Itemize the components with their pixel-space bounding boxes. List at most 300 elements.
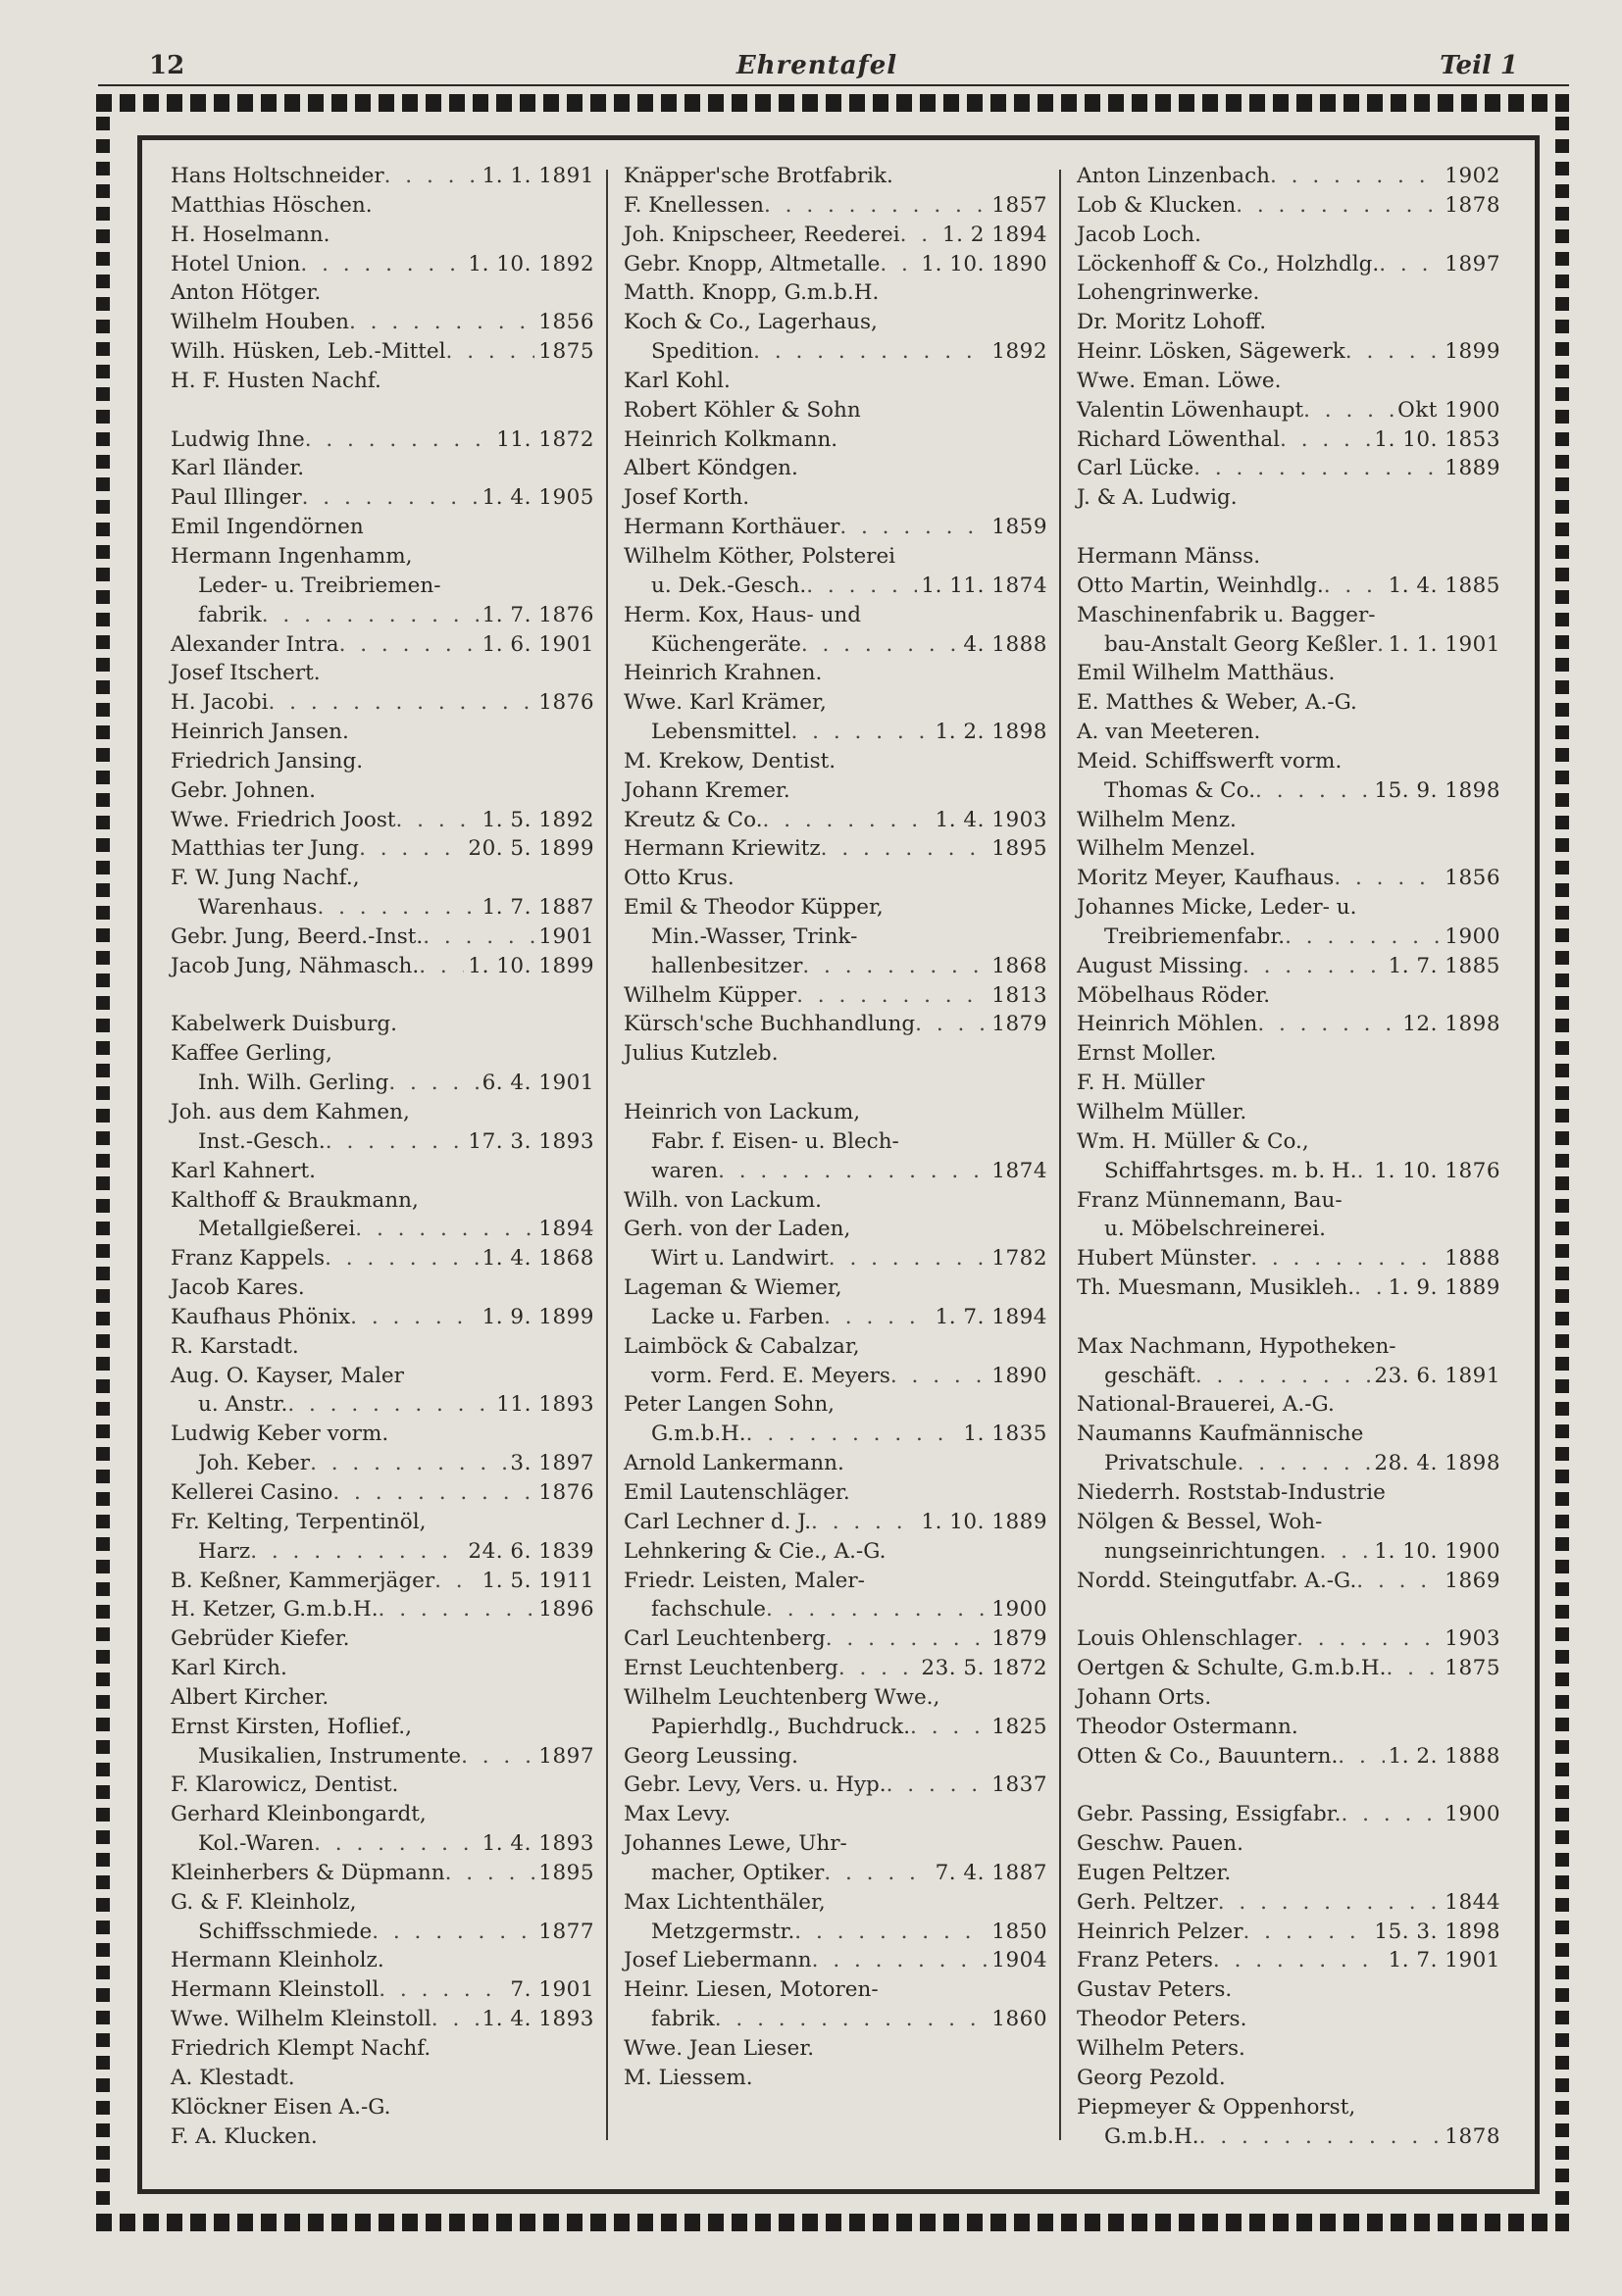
directory-entry [1077,893,1500,952]
entry-date: 1901 [538,923,594,949]
column-divider [606,170,608,2140]
entry-text: Karl Kahnert. [171,1158,316,1183]
entry-text: Lageman & Wiemer, [624,1275,842,1301]
entry-name-line [624,893,1047,923]
entry-date: 1. 10. 1889 [921,1509,1047,1534]
entry-text: M. Krekow, Dentist. [624,748,836,774]
entry-continuation-line [171,572,594,601]
entry-text: Nölgen & Bessel, Woh- [1077,1509,1323,1534]
entry-text: H. Jacobi [171,690,269,716]
entry-name-line [624,981,1047,1011]
dot-leader [326,1127,465,1157]
directory-entry [624,1186,1047,1216]
entry-name-line [624,1449,1047,1478]
entry-text: Löckenhoff & Co., Holzhdlg. [1077,251,1380,276]
directory-entry [624,1946,1047,1975]
directory-entry [624,513,1047,542]
directory-entry [1077,1127,1500,1186]
entry-name-line [1077,308,1500,337]
entry-text: M. Liessem. [624,2065,753,2090]
entry-text: Kleinherbers & Düpmann [171,1860,445,1885]
entry-name-line [171,1683,594,1713]
entry-text: geschäft [1104,1363,1195,1388]
entry-name-line [171,1186,594,1216]
directory-entry [624,1390,1047,1449]
column-2 [624,162,1047,2152]
dot-leader [1236,191,1441,221]
directory-entry [171,630,594,660]
part-label: Teil 1 [1440,51,1518,80]
entry-name-line [1077,981,1500,1011]
entry-text: Gebr. Knopp, Altmetalle [624,251,881,276]
entry-name-line [1077,1186,1500,1216]
entry-name-line [624,162,1047,191]
entry-name-line [171,688,594,718]
entry-date: 6. 4. 1901 [482,1071,594,1096]
entry-date: 1825 [991,1714,1047,1739]
entry-text: Joh. Knipscheer, Reederei [624,222,900,247]
entry-name-line [1077,1829,1500,1859]
entry-date: 1. 1. 1891 [482,164,594,188]
directory-entry [624,1039,1047,1069]
dot-leader [325,1244,479,1273]
entry-text: Wwe. Wilhelm Kleinstoll [171,2007,431,2032]
entry-name-line [1077,688,1500,718]
entry-text: Kreutz & Co. [624,807,763,832]
entry-name-line [1077,1654,1500,1683]
directory-entry [171,1098,594,1157]
dot-leader [880,250,917,279]
entry-name-line [171,308,594,337]
entry-name-line [624,1800,1047,1829]
entry-text: Max Levy. [624,1802,732,1827]
entry-name-line [171,1303,594,1332]
directory-entry [624,1449,1047,1478]
entry-text: Hubert Münster [1077,1246,1251,1272]
entry-text: Metallgießerei [198,1217,356,1242]
entry-text: Lacke u. Farben [651,1304,825,1329]
entry-text: A. van Meeteren. [1077,720,1261,745]
directory-entry [1077,337,1500,367]
dot-leader [355,1215,534,1244]
entry-name-line [1077,1332,1500,1362]
dot-leader [1354,1273,1384,1303]
entry-text: bau-Anstalt Georg Keßler [1104,631,1378,657]
entry-date: 1874 [991,1158,1047,1183]
entry-name-line [624,1888,1047,1918]
entry-text: Heinrich Kolkmann. [624,426,838,452]
entry-name-line [624,513,1047,542]
entry-continuation-line [171,1449,594,1478]
directory-entry [171,718,594,747]
dot-leader [763,806,932,835]
entry-text: Gerh. von der Laden, [624,1217,851,1242]
entry-date: 4. 1888 [963,631,1047,657]
entry-text: Georg Leussing. [624,1743,798,1769]
entry-name-line [171,1098,594,1127]
entry-name-line [1077,1039,1500,1069]
entry-date: 1. 2. 1888 [1388,1743,1500,1769]
entry-date: 1856 [1445,866,1500,891]
dot-leader [419,952,464,981]
entry-date: 1895 [538,1860,594,1885]
dot-leader [900,221,938,250]
entry-date: 1. 7. 1887 [482,895,594,921]
entry-date: 1. 7. 1876 [482,602,594,627]
entry-date: 1899 [1445,339,1500,365]
entry-text: Johannes Lewe, Uhr- [624,1831,847,1857]
entry-text: Matthias ter Jung [171,836,360,862]
dot-leader [1377,630,1385,660]
directory-entry [171,2005,594,2034]
entry-name-line [1077,1859,1500,1888]
directory-entry [1077,1420,1500,1478]
directory-entry [624,191,1047,221]
directory-entry [1077,806,1500,835]
entry-text: Gebr. Passing, Essigfabr. [1077,1802,1342,1827]
directory-entry [1077,278,1500,308]
entry-name-line [1077,893,1500,923]
page-number: 12 [149,51,185,80]
directory-entry [171,1420,594,1478]
entry-name-line [1077,396,1500,425]
directory-entry [1077,1098,1500,1127]
entry-name-line [624,688,1047,718]
entry-name-line [1077,162,1500,191]
directory-entry [1077,1244,1500,1273]
entry-name-line [171,834,594,864]
dot-leader [794,1918,988,1947]
directory-entry [624,396,1047,425]
entry-text: hallenbesitzer [651,953,803,978]
entry-text: Kaufhaus Phönix [171,1304,351,1329]
entry-date: 1878 [1445,2123,1500,2149]
entry-text: Jacob Jung, Nähmasch. [171,953,420,978]
directory-entry [1077,1186,1500,1245]
dot-leader [350,1303,478,1332]
directory-entry [171,1303,594,1332]
entry-text: fachschule [651,1597,767,1622]
dot-leader [372,1918,534,1947]
entry-name-line [624,454,1047,483]
directory-entry [1077,1273,1500,1303]
entry-text: Spedition [651,339,754,365]
entry-continuation-line [171,1829,594,1859]
entry-date: 1868 [991,953,1047,978]
dot-leader [1280,425,1370,455]
entry-continuation-line [1077,1537,1500,1567]
entry-date: 1. 10. 1899 [468,953,594,978]
entry-text: Inst.-Gesch. [198,1128,326,1154]
entry-date: 23. 5. 1872 [921,1656,1047,1681]
entry-text: Hermann Ingenhamm, [171,543,413,569]
entry-text: Kaffee Gerling, [171,1041,332,1067]
entry-name-line [171,1771,594,1800]
directory-entry [1077,425,1500,455]
entry-date: 11. 1893 [496,1392,594,1418]
directory-entry [1077,1975,1500,2005]
dot-leader [1213,1946,1385,1975]
entry-date: 1876 [538,1479,594,1505]
entry-name-line [1077,1800,1500,1829]
entry-date: 1869 [1445,1568,1500,1593]
entry-name-line [1077,1010,1500,1039]
directory-entry [171,1508,594,1567]
entry-name-line [624,864,1047,893]
dot-leader [824,1303,931,1332]
entry-name-line [171,542,594,572]
entry-text: Max Nachmann, Hypotheken- [1077,1333,1396,1359]
border-right-edge [1555,94,1569,2231]
entry-text: Franz Peters [1077,1948,1213,1973]
entry-text: Lob & Klucken [1077,192,1237,218]
directory-entry [624,250,1047,279]
entry-text: Wilhelm Leuchtenberg Wwe., [624,1684,940,1710]
directory-entry [171,747,594,776]
entry-date: 1900 [991,1597,1047,1622]
dot-leader [1334,864,1441,893]
entry-name-line [1077,2093,1500,2122]
directory-entry [624,1098,1047,1186]
border-left-edge [96,94,110,2231]
directory-entry [1077,221,1500,250]
entry-text: Meid. Schiffswerft vorm. [1077,748,1343,774]
entry-name-line [171,1362,594,1391]
entry-name-line [171,952,594,981]
entry-text: Wilh. Hüsken, Leb.-Mittel [171,339,446,365]
directory-entry [1077,981,1500,1011]
entry-name-line [171,1039,594,1069]
directory-entry [171,1039,594,1098]
entry-name-line [1077,747,1500,776]
entry-text: H. Hoselmann. [171,222,330,247]
entry-name-line [171,1595,594,1624]
directory-entry [624,981,1047,1011]
directory-entry [624,1771,1047,1800]
entry-text: Lehnkering & Cie., A.-G. [624,1538,887,1564]
entry-continuation-line [624,630,1047,660]
section-gap [624,1069,1047,1098]
directory-entry [624,776,1047,806]
entry-name-line [171,659,594,688]
dot-leader [1195,1362,1371,1391]
entry-text: G.m.b.H. [1104,2123,1199,2149]
entry-continuation-line [171,1390,594,1420]
entry-name-line [624,542,1047,572]
dot-leader [811,1508,917,1537]
section-gap [171,981,594,1011]
entry-text: Wm. H. Müller & Co., [1077,1128,1309,1154]
entry-text: Matthias Höschen. [171,192,373,218]
entry-text: Kürsch'sche Buchhandlung [624,1012,916,1037]
entry-continuation-line [171,1742,594,1772]
dot-leader [1218,1888,1442,1918]
entry-text: F. A. Klucken. [171,2123,318,2149]
dot-leader [359,834,464,864]
entry-date: 1782 [991,1246,1047,1272]
entry-text: Georg Pezold. [1077,2065,1226,2090]
entry-text: Aug. O. Kayser, Maler [171,1363,404,1388]
entry-text: R. Karstadt. [171,1333,299,1359]
entry-name-line [1077,1508,1500,1537]
dot-leader [1270,162,1441,191]
directory-entry [624,1888,1047,1947]
entry-name-line [171,1273,594,1303]
dot-leader [1257,1010,1398,1039]
entry-name-line [1077,1244,1500,1273]
entry-text: A. Klestadt. [171,2065,295,2090]
entry-date: 7. 1901 [510,1977,594,2003]
directory-entry [171,1010,594,1039]
entry-text: Joh. aus dem Kahmen, [171,1100,410,1124]
entry-text: Josef Korth. [624,485,750,511]
entry-text: H. Ketzer, G.m.b.H. [171,1597,379,1622]
dot-leader [268,688,534,718]
entry-text: Josef Liebermann [624,1948,812,1973]
entry-text: F. Knellessen [624,192,764,218]
entry-date: 1. 7. 1901 [1388,1948,1500,1973]
dot-leader [1338,1742,1384,1772]
entry-name-line [1077,1127,1500,1157]
entry-continuation-line [1077,1215,1500,1244]
entry-date: 1. 4. 1885 [1388,573,1500,598]
entry-text: Ernst Moller. [1077,1041,1217,1067]
entry-name-line [1077,1975,1500,2005]
entry-date: 1. 7. 1885 [1388,953,1500,978]
dot-leader [1285,923,1441,952]
entry-continuation-line [624,1713,1047,1742]
entry-date: 1813 [991,982,1047,1008]
directory-entry [1077,2005,1500,2034]
entry-text: Kellerei Casino [171,1479,333,1505]
entry-text: Heinrich Möhlen [1077,1012,1258,1037]
section-gap [1077,1771,1500,1800]
entry-name-line [1077,834,1500,864]
entry-text: Emil Lautenschläger. [624,1479,850,1505]
entry-name-line [1077,1390,1500,1420]
directory-entry [1077,396,1500,425]
directory-entry [171,1713,594,1772]
entry-text: Friedr. Leisten, Maler- [624,1568,865,1593]
entry-text: Ludwig Ihne [171,426,305,452]
entry-date: 1. 2. 1898 [935,720,1047,745]
dot-leader [446,337,535,367]
entry-text: Anton Linzenbach [1077,164,1271,188]
entry-text: Möbelhaus Röder. [1077,982,1271,1008]
entry-date: 1. 1. 1901 [1388,631,1500,657]
entry-name-line [171,1713,594,1742]
entry-name-line [171,923,594,952]
directory-entry [171,513,594,542]
column-3 [1077,162,1500,2152]
entry-name-line [624,221,1047,250]
dot-leader [339,630,479,660]
directory-entry [624,483,1047,513]
entry-date: 1. 1835 [963,1422,1047,1447]
entry-text: Th. Muesmann, Musikleh. [1077,1275,1355,1301]
dot-leader [1341,1800,1441,1829]
entry-name-line [624,1332,1047,1362]
entry-date: 15. 3. 1898 [1374,1919,1500,1944]
entry-text: Metzgermstr. [651,1919,795,1944]
directory-entry [1077,542,1500,572]
dot-leader [764,191,988,221]
entry-name-line [171,806,594,835]
dot-leader [1356,1567,1441,1596]
dot-leader [715,2005,988,2034]
directory-entry [1077,688,1500,718]
entry-name-line [1077,659,1500,688]
dot-leader [305,425,493,455]
entry-text: E. Matthes & Weber, A.-G. [1077,690,1357,716]
entry-date: 1894 [538,1217,594,1242]
directory-entry [1077,2034,1500,2064]
dot-leader [250,1537,464,1567]
entry-text: Hermann Mänss. [1077,543,1261,569]
entry-date: 1844 [1445,1889,1500,1915]
dot-leader [838,1654,918,1683]
entry-text: Koch & Co., Lagerhaus, [624,310,878,335]
directory-entry [1077,1010,1500,1039]
entry-date: 17. 3. 1893 [468,1128,594,1154]
entry-date: 11. 1872 [496,426,594,452]
entry-date: 1900 [1445,923,1500,949]
directory-entry [624,1742,1047,1772]
directory-entry [171,2122,594,2152]
entry-text: Otto Martin, Weinhdlg. [1077,573,1324,598]
entry-name-line [171,1478,594,1508]
entry-date: 1890 [991,1363,1047,1388]
entry-name-line [171,864,594,893]
entry-name-line [1077,1478,1500,1508]
entry-date: 1. 10. 1876 [1374,1158,1500,1183]
directory-entry [1077,1567,1500,1596]
entry-text: Ernst Leuchtenberg [624,1656,838,1681]
entry-name-line [624,425,1047,455]
border-bottom-edge [96,2214,1569,2231]
entry-text: Theodor Peters. [1077,2007,1247,2032]
entry-text: Wilhelm Peters. [1077,2036,1245,2061]
entry-date: 1859 [991,515,1047,540]
dot-leader [1357,1157,1371,1186]
directory-entry [171,2034,594,2064]
directory-entry [1077,308,1500,337]
entry-continuation-line [624,1244,1047,1273]
entry-name-line [624,191,1047,221]
entry-name-line [171,1508,594,1537]
entry-name-line [624,1098,1047,1127]
entry-name-line [171,1010,594,1039]
directory-entry [171,1186,594,1245]
directory-entry [1077,572,1500,601]
entry-name-line [624,659,1047,688]
dot-leader [1193,454,1441,483]
entry-text: Emil Ingendörnen [171,515,364,540]
directory-entry [171,483,594,513]
directory-entry [624,1010,1047,1039]
entry-date: 1860 [991,2007,1047,2032]
entry-text: Ludwig Keber vorm. [171,1422,389,1447]
directory-entry [624,162,1047,191]
entry-name-line [171,1888,594,1918]
entry-name-line [171,337,594,367]
directory-entry [171,1595,594,1624]
directory-entry [171,2064,594,2093]
directory-entry [171,191,594,221]
dot-leader [801,630,960,660]
dot-leader [766,1595,988,1624]
dot-leader [753,337,988,367]
